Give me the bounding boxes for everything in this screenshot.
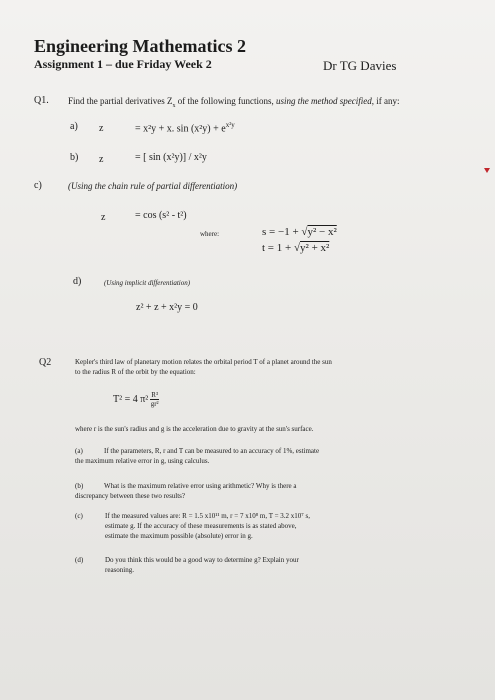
q1a-exponent: x²y	[225, 121, 235, 129]
q1a-label: a)	[70, 121, 78, 132]
author-name: Dr TG Davies	[323, 58, 397, 73]
q2a-line2: the maximum relative error in g, using calculus.	[75, 457, 210, 465]
q1d-label: d)	[73, 276, 82, 287]
q1-intro	[68, 96, 399, 109]
q2-eq-fraction	[150, 391, 159, 408]
q1d-hint: (Using implicit differentiation)	[104, 279, 191, 287]
q2-number: Q2	[39, 357, 52, 368]
q2-where: where r is the sun's radius and g is the acceleration due to gravity at the sun's surface.	[75, 425, 314, 433]
q2-equation	[113, 391, 159, 408]
q2b-label: (b)	[75, 482, 84, 490]
q1c-label: c)	[34, 180, 42, 191]
q1-intro-text: Find the partial derivatives Z	[68, 96, 173, 106]
q1c-hint: (Using the chain rule of partial differentiation)	[68, 181, 238, 191]
q1c-rhs: = cos (s² - t²)	[135, 210, 187, 221]
q2-eq-lhs: T² = 4 π²	[113, 393, 149, 405]
q1d-equation: z² + z + x²y = 0	[136, 302, 198, 313]
q2-eq-denominator: gr²	[150, 400, 159, 408]
q2c-line1: If the measured values are: R = 1.5 x10¹¹ m, r = 7 x10⁸ m, T = 3.2 x10⁷ s,	[105, 512, 310, 520]
q2-intro-line2: to the radius R of the orbit by the equation:	[75, 368, 196, 376]
q2b-line1: What is the maximum relative error using arithmetic? Why is there a	[104, 482, 297, 490]
q2c-line3: estimate the maximum possible (absolute) error in g.	[105, 532, 253, 540]
q2-eq-numerator: R³	[151, 391, 159, 399]
red-mark-icon	[484, 168, 490, 173]
q1c-s-eq	[262, 226, 337, 238]
q1c-s-text: s = −1 + √	[262, 226, 308, 238]
q1a-rhs-text: = x²y + x. sin (x²y) + e	[135, 123, 226, 135]
q2-intro-line1: Kepler's third law of planetary motion relates the orbital period T of a planet around the sun	[75, 358, 332, 366]
q1-intro-italic: using the method specified	[275, 96, 372, 106]
q1a-rhs	[135, 121, 235, 134]
q1-number: Q1.	[34, 95, 49, 106]
q2a-line1: If the parameters, R, r and T can be measured to an accuracy of 1%, estimate	[104, 447, 320, 455]
q2d-label: (d)	[75, 556, 84, 564]
document-subtitle: Assignment 1 – due Friday Week 2	[34, 57, 212, 71]
q2c-line2: estimate g. If the accuracy of these measurements is as stated above,	[105, 522, 297, 530]
q1c-s-radicand: y² − x²	[307, 226, 337, 238]
document-title: Engineering Mathematics 2	[34, 36, 246, 56]
q2d-line2: reasoning.	[105, 566, 134, 574]
q1b-rhs: = [ sin (x²y)] / x²y	[135, 152, 207, 163]
q1-intro-rest: of the following functions,	[175, 96, 276, 106]
q2c-label: (c)	[75, 512, 83, 520]
q2b-line2: discrepancy between these two results?	[75, 492, 186, 500]
q1-intro-end: , if any:	[371, 96, 400, 106]
q1c-lhs: z	[101, 212, 106, 223]
q1c-t-eq	[262, 242, 329, 254]
q1c-where: where:	[200, 230, 220, 238]
q1b-lhs: z	[99, 154, 104, 165]
q1-intro-sub: x	[172, 102, 176, 109]
q1b-label: b)	[70, 152, 79, 163]
q1c-t-radicand: y² + x²	[300, 242, 330, 254]
q1a-lhs: z	[99, 123, 104, 134]
q1c-t-text: t = 1 + √	[262, 242, 301, 254]
q2d-line1: Do you think this would be a good way to determine g? Explain your	[105, 556, 299, 564]
q2a-label: (a)	[75, 447, 83, 455]
